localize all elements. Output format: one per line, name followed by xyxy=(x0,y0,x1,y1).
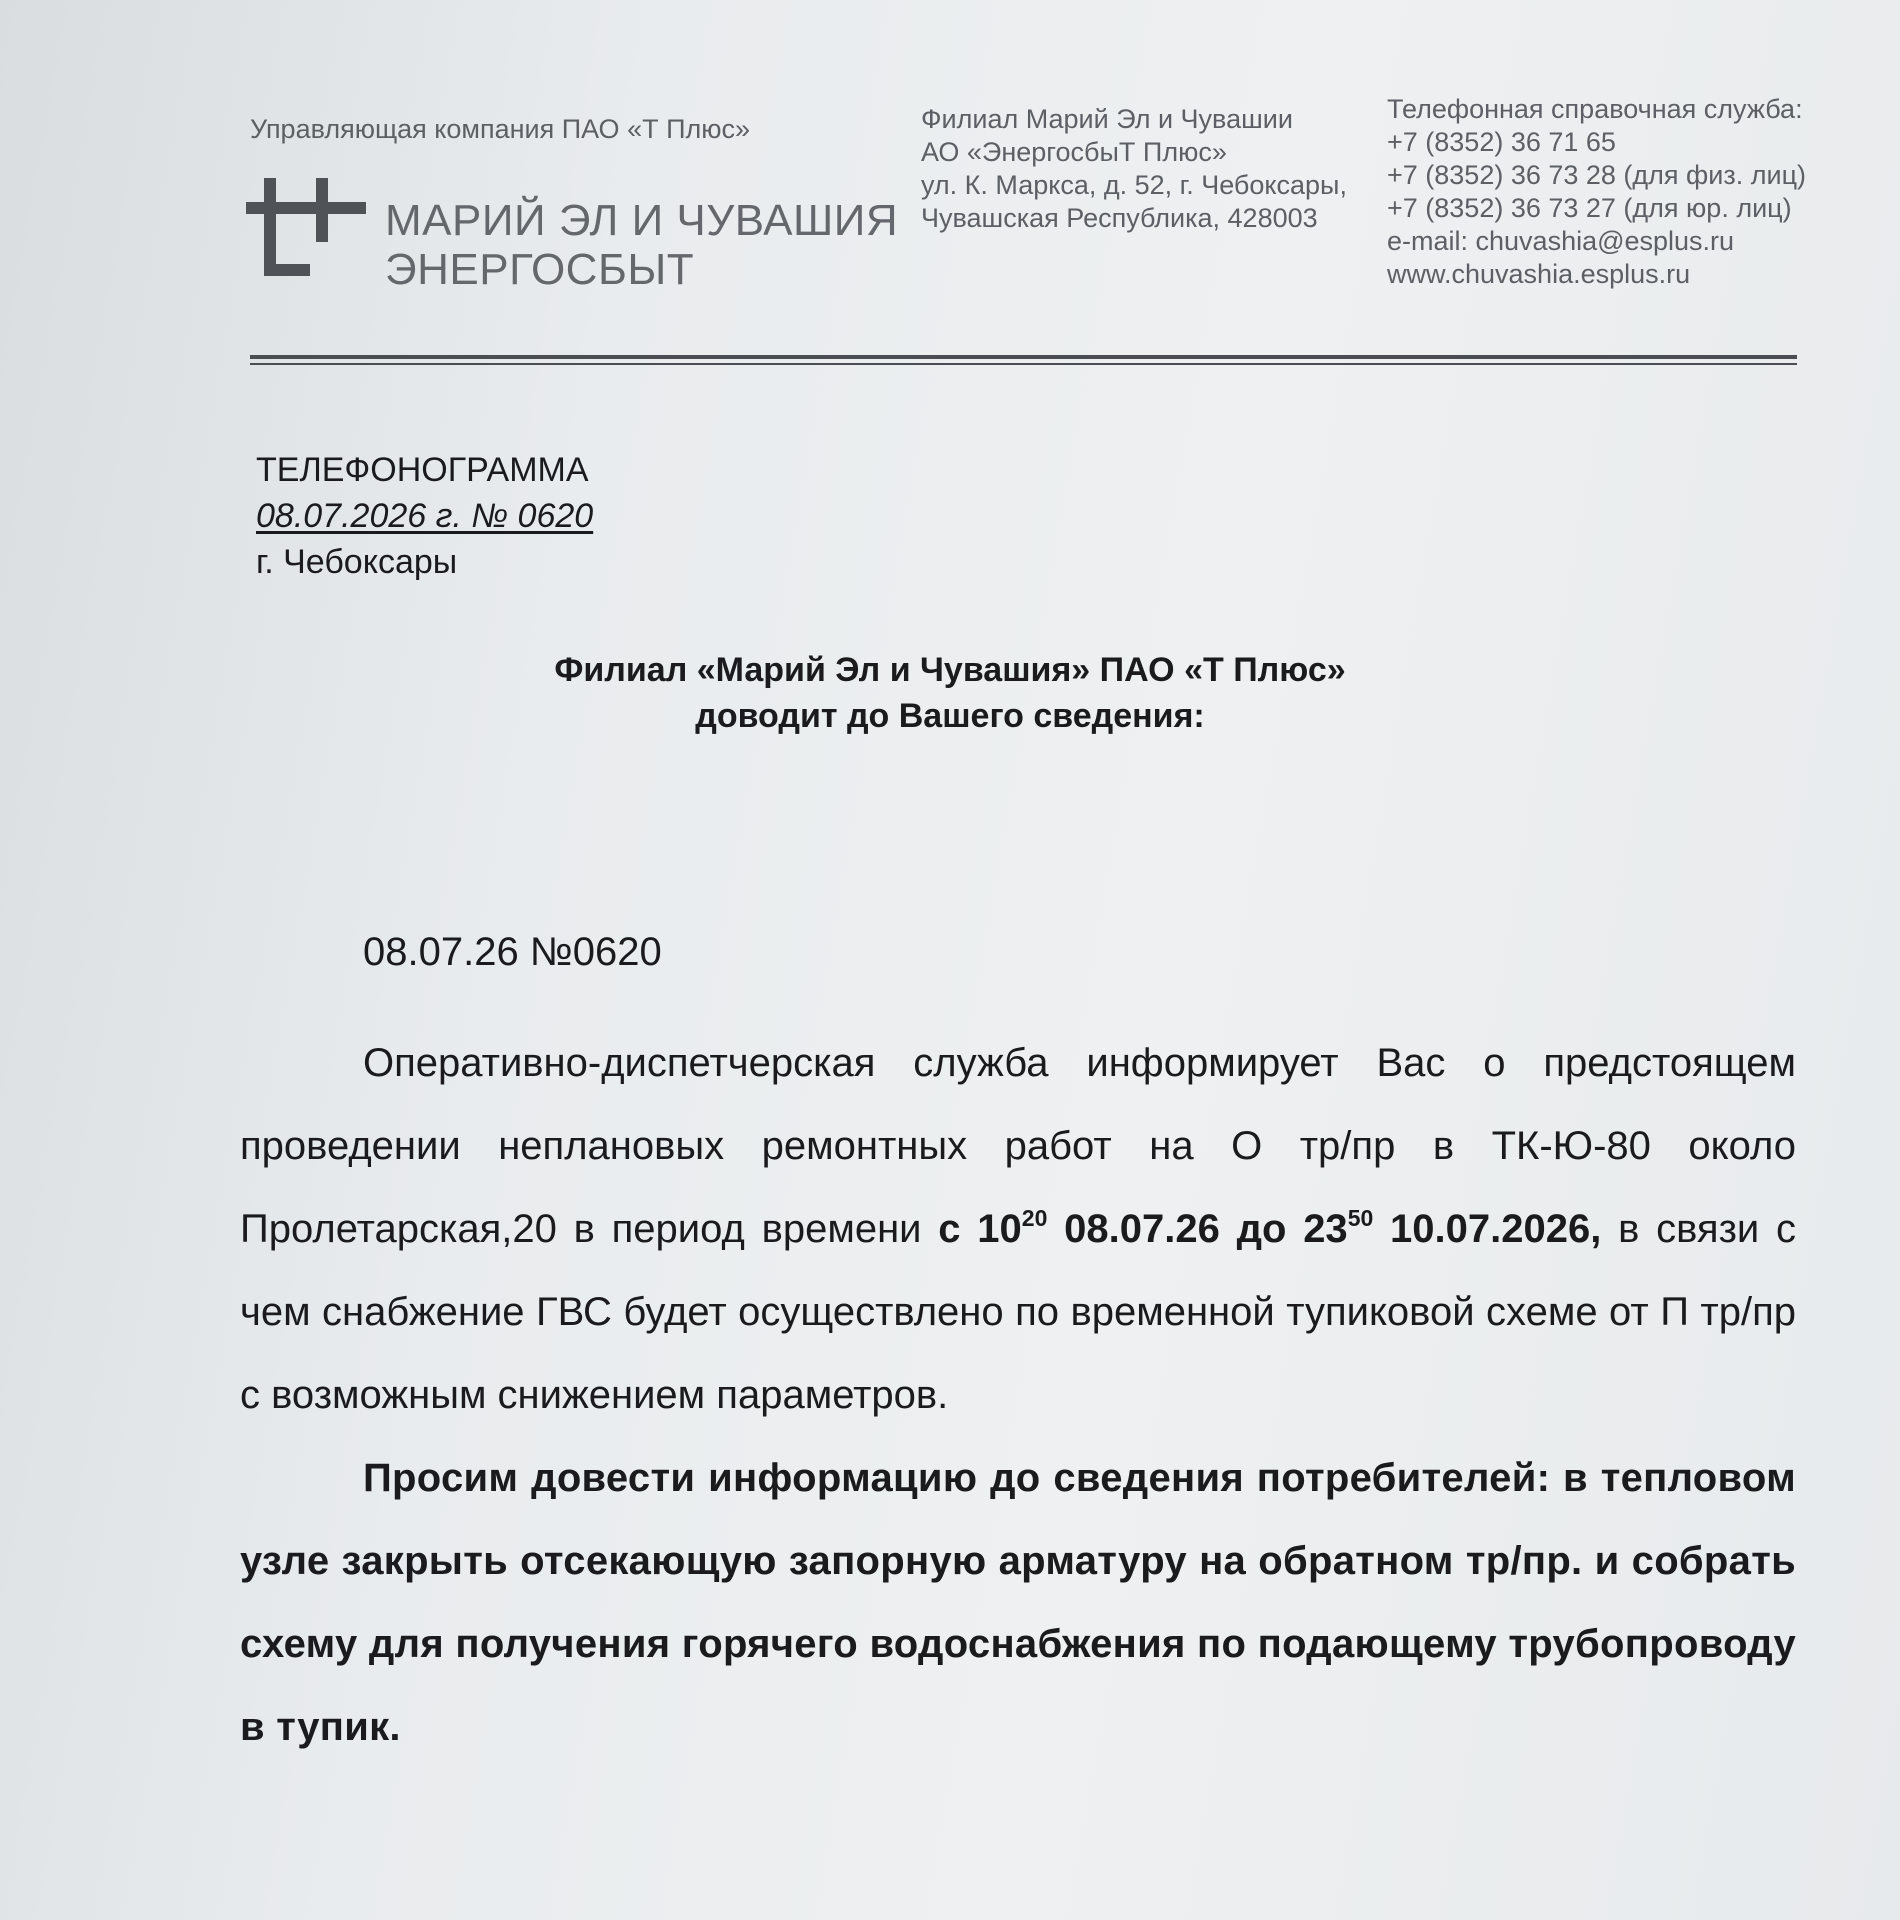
contact-line: +7 (8352) 36 71 65 xyxy=(1387,127,1616,157)
contact-info xyxy=(1387,93,1806,291)
info-text-end: в связи с чем снабжение ГВС будет осуществлено по временной тупиковой схеме от П тр/пр с возможным снижением параметров. xyxy=(240,1207,1797,1417)
branch-line: Чувашская Республика, 428003 xyxy=(921,203,1318,233)
t-plus-logo-icon xyxy=(246,178,366,288)
contact-line: +7 (8352) 36 73 28 (для физ. лиц) xyxy=(1387,160,1807,190)
contact-line: +7 (8352) 36 73 27 (для юр. лиц) xyxy=(1387,193,1792,223)
period-start: с $10^{20}$ 08.07.26 до $23^{50}$ 10.07.2026, xyxy=(938,1205,1602,1251)
header-divider-thin xyxy=(250,363,1797,365)
brand-line-1: МАРИЙ ЭЛ И ЧУВАШИЯ xyxy=(385,196,899,245)
telegram-city: г. Чебоксары xyxy=(256,543,458,581)
contact-email: e-mail: chuvashia@esplus.ru xyxy=(1387,226,1735,256)
telegram-number: 08.07.2026 г. № 0620 xyxy=(256,497,594,535)
document-number: 08.07.26 №0620 xyxy=(363,930,662,974)
contact-line: Телефонная справочная служба: xyxy=(1387,94,1803,124)
telegram-title: ТЕЛЕФОНОГРАММА xyxy=(256,451,589,489)
notice-heading xyxy=(250,647,1650,739)
info-paragraph xyxy=(240,1022,1796,1437)
info-text-start: Оперативно-диспетчерская служба информирует Вас о предстоящем проведении неплановых ремонтных работ на О тр/пр в ТК-Ю-80 около Пролетарская,20 в период времени xyxy=(240,1041,1796,1251)
management-company: Управляющая компания ПАО «Т Плюс» xyxy=(250,114,751,144)
notice-heading-line-2: доводит до Вашего сведения: xyxy=(695,697,1205,735)
brand-line-2: ЭНЕРГОСБЫТ xyxy=(385,245,695,294)
header-divider xyxy=(250,355,1797,359)
telegram-block xyxy=(256,447,593,585)
branch-line: ул. К. Маркса, д. 52, г. Чебоксары, xyxy=(921,170,1347,200)
branch-address xyxy=(921,103,1347,235)
notice-heading-line-1: Филиал «Марий Эл и Чувашия» ПАО «Т Плюс» xyxy=(554,651,1346,689)
branch-line: Филиал Марий Эл и Чувашии xyxy=(921,104,1293,134)
branch-line: АО «ЭнергосбыТ Плюс» xyxy=(921,137,1227,167)
contact-website: www.chuvashia.esplus.ru xyxy=(1387,259,1691,289)
brand-name xyxy=(385,196,898,294)
request-paragraph: Просим довести информацию до сведения потребителей: в тепловом узле закрыть отсекающую запорную арматуру на обратном тр/пр. и собрать схему для получения горячего водоснабжения по подающему трубопроводу в тупик. xyxy=(240,1456,1796,1749)
message-body xyxy=(240,1022,1796,1769)
